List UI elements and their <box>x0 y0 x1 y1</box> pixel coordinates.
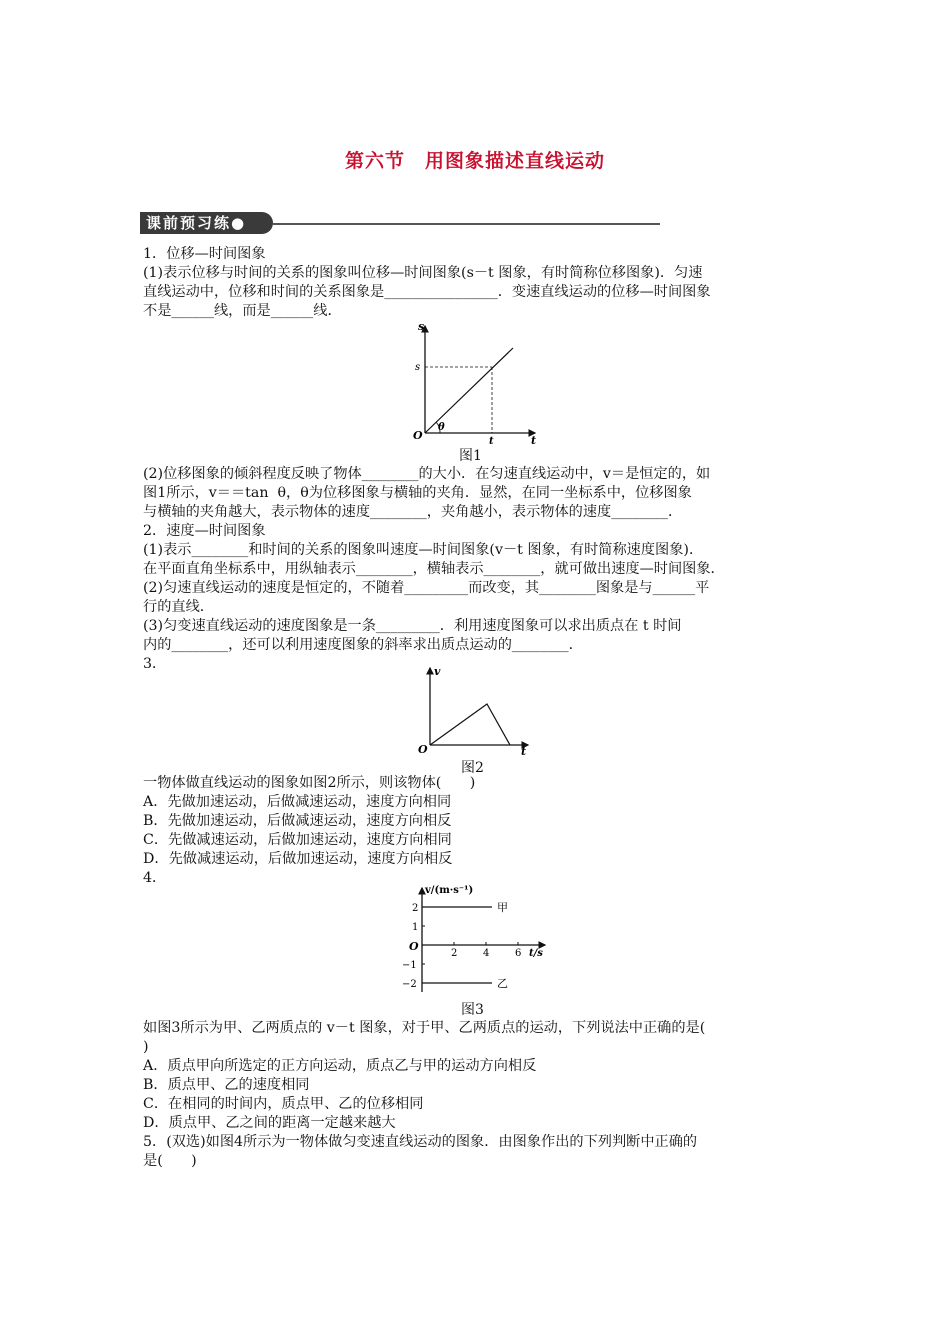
figure-3 <box>395 882 555 998</box>
origin-label: O <box>418 743 428 756</box>
velocity-line <box>430 704 510 745</box>
axis-label-v: v/(m·s⁻¹) <box>425 885 474 896</box>
figure-2-caption: 图2 <box>461 760 484 776</box>
section-tag: 课前预习练● <box>140 212 273 234</box>
text-line: 3． <box>143 656 167 672</box>
text-line: (2)匀速直线运动的速度是恒定的，不随着_________而改变，其________图象是与______平 <box>143 580 710 596</box>
tick-label-y: 2 <box>412 903 419 914</box>
text-line: 与横轴的夹角越大，表示物体的速度________，夹角越小，表示物体的速度________． <box>143 504 683 520</box>
axis-label-v: v <box>434 665 441 678</box>
axis-label-t: t/s <box>529 948 543 959</box>
text-line: C．在相同的时间内，质点甲、乙的位移相同 <box>143 1096 424 1112</box>
tick-label-x: 6 <box>515 948 522 959</box>
axis-label-t: t <box>531 434 537 446</box>
text-line: 1．位移—时间图象 <box>143 246 266 262</box>
text-line: 一物体做直线运动的图象如图2所示，则该物体( ) <box>143 775 476 791</box>
tick-label-y: −2 <box>402 979 417 990</box>
mark-t: t <box>489 436 494 446</box>
text-line: 在平面直角坐标系中，用纵轴表示________，横轴表示________，就可做出速度—时间图象． <box>143 561 725 577</box>
axis-label-t: t <box>521 745 527 758</box>
text-line: 内的________，还可以利用速度图象的斜率求出质点运动的________． <box>143 637 583 653</box>
text-line: 如图3所示为甲、乙两质点的 v－t 图象，对于甲、乙两质点的运动，下列说法中正确的是( <box>143 1020 706 1036</box>
page-title: 第六节 用图象描述直线运动 <box>344 150 605 172</box>
text-line: (1)表示________和时间的关系的图象叫速度—时间图象(v－t 图象，有时简称速度图象)． <box>143 542 704 558</box>
text-line: 直线运动中，位移和时间的关系图象是________________．变速直线运动的位移—时间图象 <box>143 284 711 300</box>
text-line: B．先做加速运动，后做减速运动，速度方向相反 <box>143 813 452 829</box>
mark-s: s <box>415 362 421 373</box>
angle-label: θ <box>438 422 445 433</box>
text-line: 2．速度—时间图象 <box>143 523 266 539</box>
tick-label-y: −1 <box>402 960 417 971</box>
origin-label: O <box>409 940 419 953</box>
figure-2 <box>410 662 535 758</box>
text-line: 5．(双选)如图4所示为一物体做匀变速直线运动的图象．由图象作出的下列判断中正确的 <box>143 1134 698 1150</box>
text-line: 是( ) <box>143 1153 197 1169</box>
figure-1-caption: 图1 <box>459 448 482 464</box>
position-line <box>425 348 513 433</box>
origin-label: O <box>413 429 423 442</box>
tick-label-x: 4 <box>483 948 490 959</box>
text-line: 行的直线． <box>143 599 214 615</box>
text-line: A．质点甲向所选定的正方向运动，质点乙与甲的运动方向相反 <box>143 1058 537 1074</box>
tick-label-x: 2 <box>451 948 458 959</box>
text-line: (3)匀变速直线运动的速度图象是一条_________．利用速度图象可以求出质点在 t 时间 <box>143 618 682 634</box>
text-line: 不是______线，而是______线． <box>143 303 342 319</box>
banner-rule <box>273 223 660 225</box>
text-line: 图1所示，v＝＝tan θ，θ为位移图象与横轴的夹角．显然，在同一坐标系中，位移图象 <box>143 485 692 501</box>
figure-3-caption: 图3 <box>461 1002 484 1018</box>
text-line: 4． <box>143 870 167 886</box>
series-label-yi: 乙 <box>497 977 508 990</box>
text-line: D．先做减速运动，后做加速运动，速度方向相反 <box>143 851 453 867</box>
text-line: ) <box>143 1039 149 1055</box>
text-line: (1)表示位移与时间的关系的图象叫位移—时间图象(s－t 图象，有时简称位移图象)．匀速 <box>143 265 703 281</box>
tick-label-y: 1 <box>412 922 419 933</box>
text-line: B．质点甲、乙的速度相同 <box>143 1077 310 1093</box>
text-line: C．先做减速运动，后做加速运动，速度方向相同 <box>143 832 452 848</box>
text-line: (2)位移图象的倾斜程度反映了物体________的大小．在匀速直线运动中，v＝是恒定的，如 <box>143 466 711 482</box>
axis-label-s: s <box>418 320 425 333</box>
figure-1 <box>400 318 550 446</box>
series-label-jia: 甲 <box>497 901 508 914</box>
text-line: D．质点甲、乙之间的距离一定越来越大 <box>143 1115 396 1131</box>
text-line: A．先做加速运动，后做减速运动，速度方向相同 <box>143 794 452 810</box>
